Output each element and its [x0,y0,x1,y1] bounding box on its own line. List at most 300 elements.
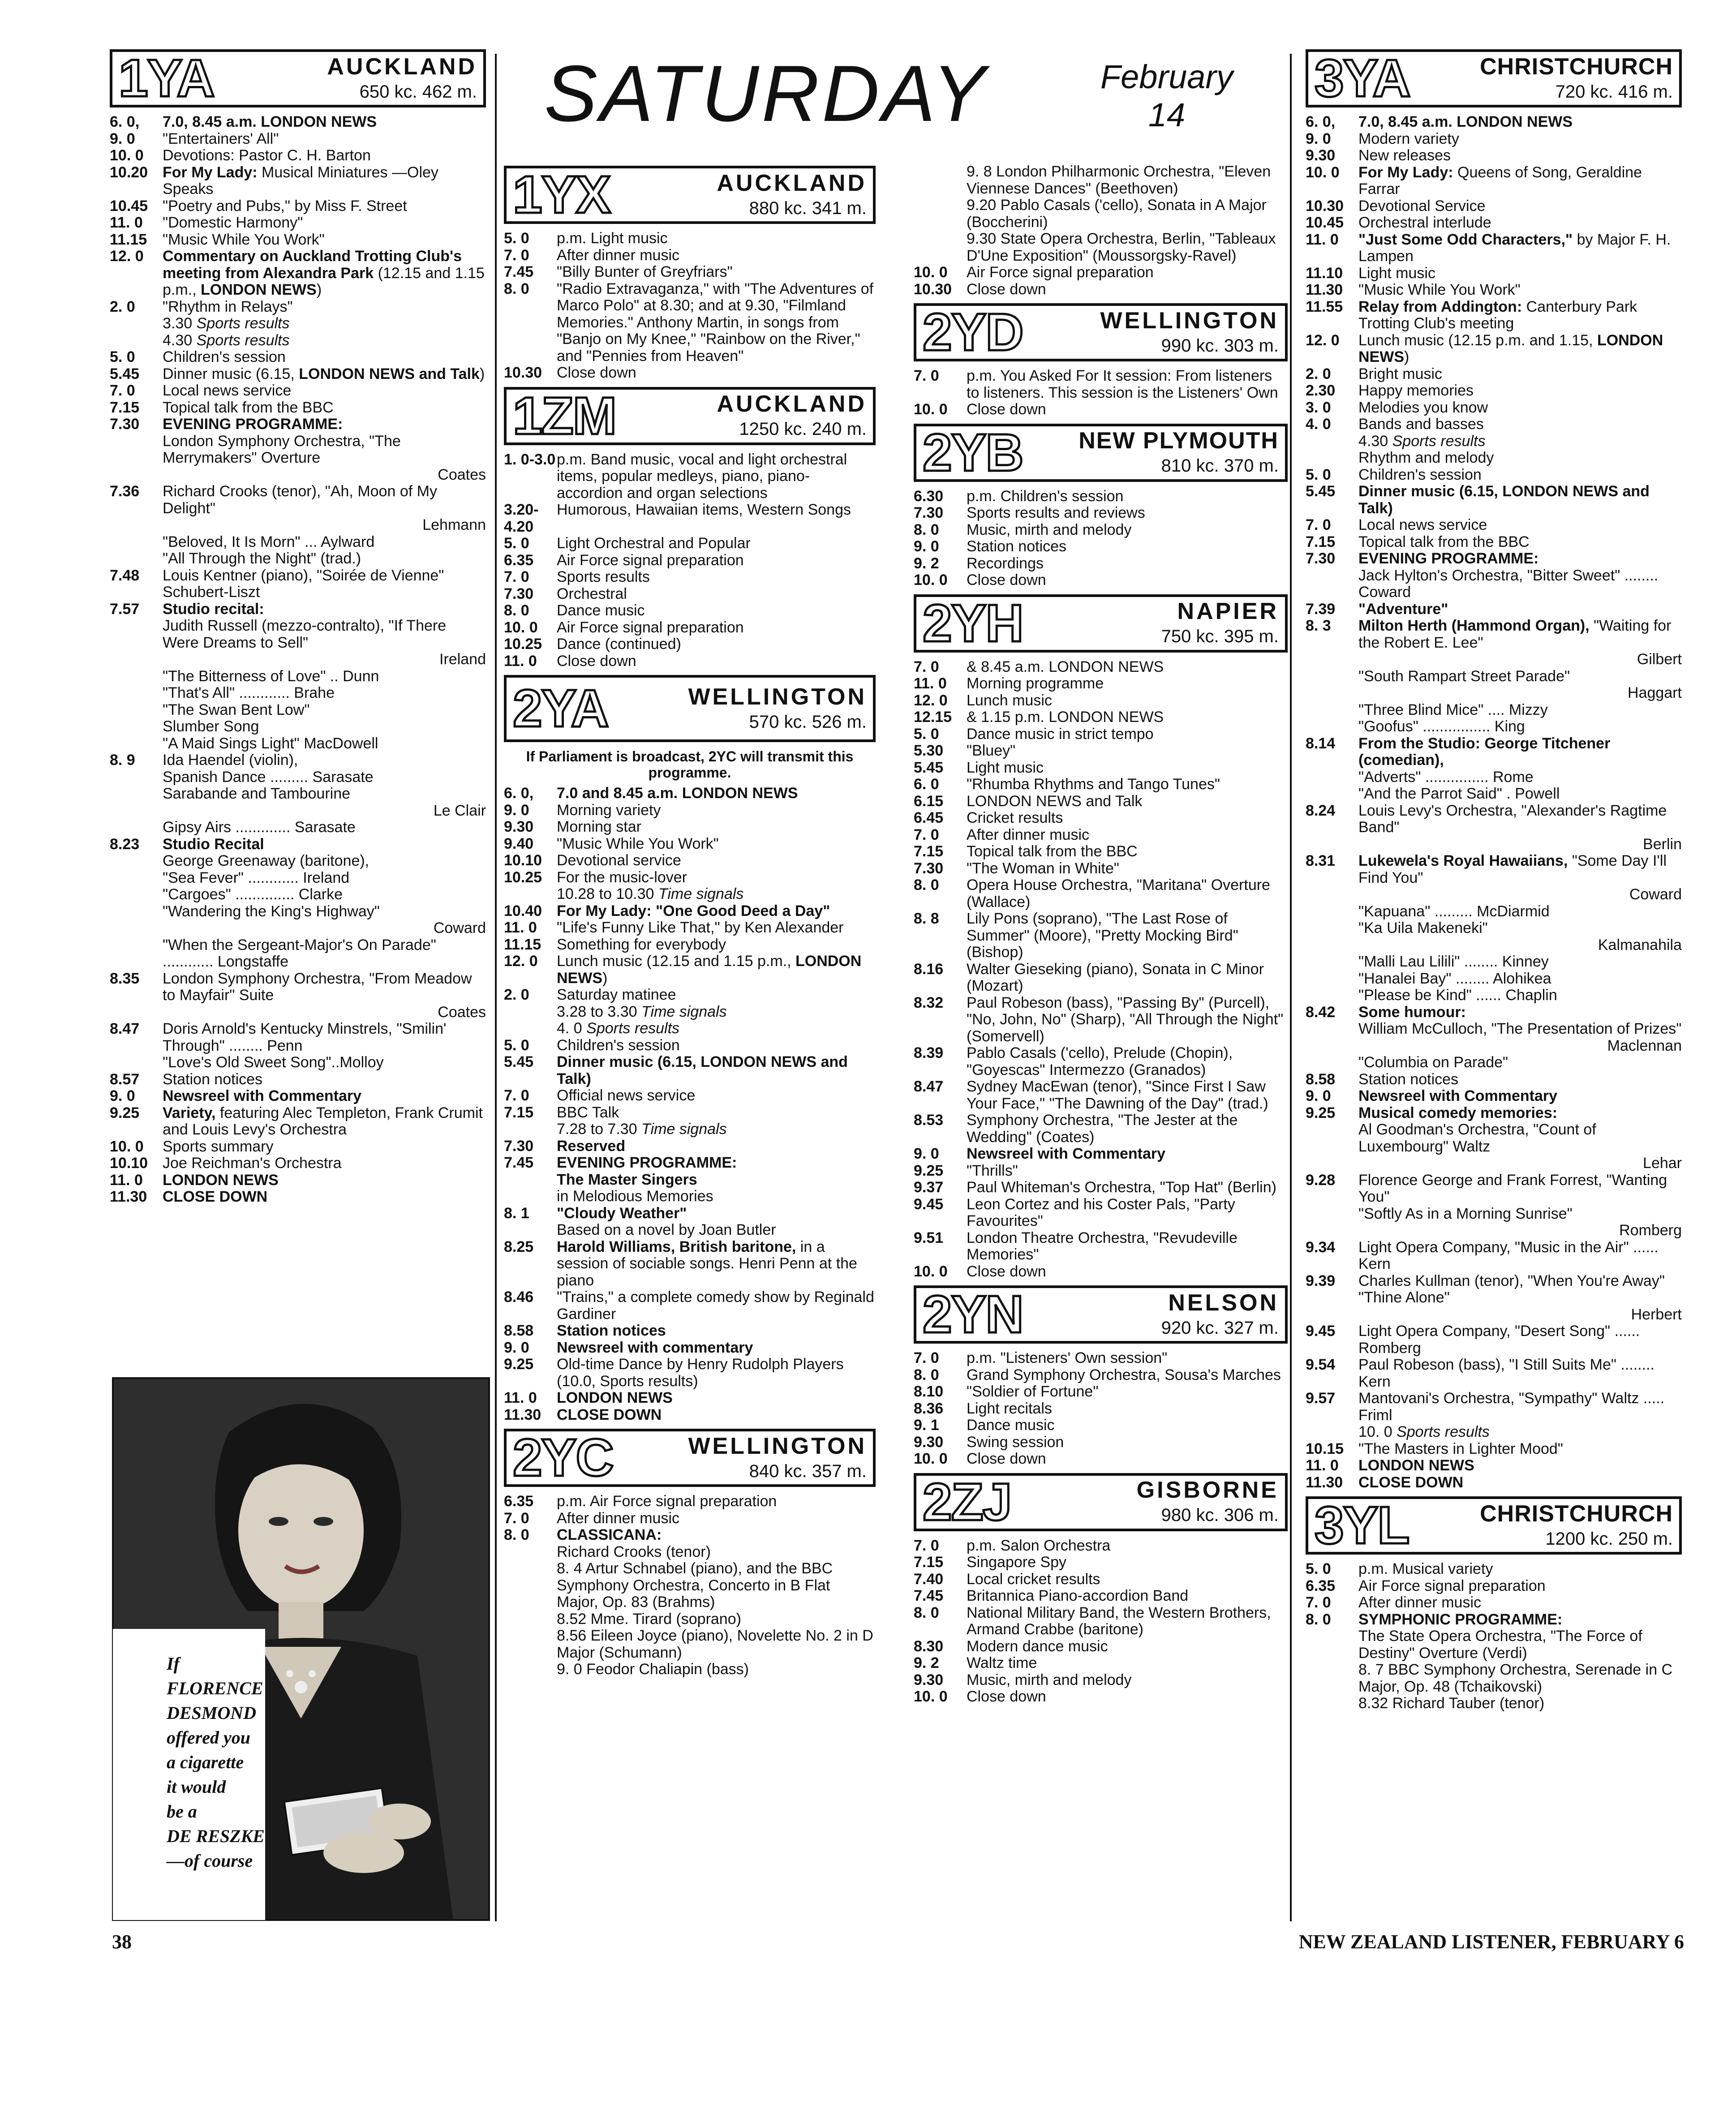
schedule-row [1306,550,1682,567]
schedule-item: Charles Kullman (tenor), "When You're Away" [1358,1272,1665,1289]
schedule-time: 8.35 [110,970,140,987]
schedule-item: Lunch music (12.15 and 1.15 p.m., LONDON NEWS) [557,953,862,987]
schedule-row [504,1544,876,1561]
schedule-row [504,636,876,653]
schedule-item: Lunch music (12.15 p.m. and 1.15, LONDON NEWS) [1358,331,1663,365]
schedule-item: Close down [967,1688,1046,1705]
schedule-item: Close down [967,1263,1046,1280]
schedule-item: 7.0 and 8.45 a.m. LONDON NEWS [557,785,798,802]
schedule-item: & 8.45 a.m. LONDON NEWS [967,658,1164,675]
schedule-time: 3.20-4.20 [504,501,539,535]
schedule-item: CLOSE DOWN [557,1406,662,1423]
schedule-time [1306,886,1358,903]
schedule-time: 7.15 [110,399,140,416]
schedule-item: p.m. Musical variety [1358,1560,1493,1577]
schedule-row [504,852,876,869]
schedule-time: 10.30 [1306,197,1344,215]
schedule-row [914,488,1288,505]
schedule-2yh [914,659,1288,1280]
schedule-item: The State Opera Orchestra, "The Force of Destiny" Overture (Verdi) [1358,1628,1642,1662]
schedule-item: For My Lady: "One Good Deed a Day" [557,902,830,919]
schedule-time: 11. 0 [504,1389,537,1406]
schedule-row [914,1672,1288,1689]
advert-line: a cigarette [167,1752,244,1772]
schedule-item: 10. 0 Sports results [1358,1423,1490,1440]
schedule-time: 5.45 [914,759,944,776]
schedule-time: 5.45 [1306,483,1336,500]
schedule-time [1306,954,1358,971]
schedule-item: "Music While You Work" [557,835,719,852]
schedule-row [914,1263,1288,1280]
schedule-time [110,735,163,752]
schedule-2yn [914,1350,1288,1468]
schedule-row [914,1045,1288,1078]
station-frequency: 720 kc. 416 m. [1555,82,1673,102]
schedule-time: 7. 0 [504,1509,529,1527]
schedule-item: 4.30 Sports results [1358,432,1486,450]
schedule-row [914,1112,1288,1146]
schedule-time: 9.45 [914,1195,944,1213]
schedule-item: The Master Singers [557,1171,697,1188]
schedule-item: "Just Some Odd Characters," by Major F. H. Lampen [1358,231,1671,265]
station-city: CHRISTCHURCH [1480,53,1673,80]
schedule-item: National Military Band, the Western Brothers, Armand Crabbe (baritone) [967,1604,1271,1638]
schedule-item: Leon Cortez and his Coster Pals, "Party Favourites" [967,1195,1235,1229]
schedule-time [1306,1628,1358,1662]
schedule-row [1306,685,1682,702]
schedule-time [1306,769,1358,786]
schedule-row [110,299,486,316]
schedule-item: Saturday matinee [557,986,676,1003]
schedule-item: "Bluey" [967,742,1016,759]
schedule-row [504,1323,876,1340]
schedule-row [110,1088,486,1105]
schedule-time: 9.57 [1306,1390,1336,1407]
schedule-item: Light Opera Company, "Music in the Air" ...... Kern [1358,1238,1659,1272]
schedule-row [914,1146,1288,1163]
schedule-row [504,1510,876,1527]
schedule-row [1306,1561,1682,1578]
schedule-item: "Love's Old Sweet Song"..Molloy [163,1054,384,1071]
schedule-row [110,567,486,601]
schedule-item: 8. 7 BBC Symphony Orchestra, Serenade in C Major, Op. 48 (Tchaikovski) [1358,1661,1673,1695]
station-frequency: 650 kc. 462 m. [359,82,477,102]
schedule-time: 8.31 [1306,852,1336,869]
schedule-row [504,1356,876,1390]
schedule-item: p.m. Salon Orchestra [967,1537,1111,1554]
schedule-time: 9.45 [1306,1323,1336,1340]
schedule-time: 7.30 [504,585,534,602]
schedule-time: 10. 0 [504,619,538,636]
schedule-time: 7. 0 [914,1349,939,1366]
schedule-item: Slumber Song [163,718,259,735]
schedule-item: Station notices [1358,1070,1459,1088]
schedule-row [110,1054,486,1071]
schedule-item: Harold Williams, British baritone, in a session of sociable songs. Henri Penn at the piano [557,1238,857,1289]
schedule-item: Louis Levy's Orchestra, "Alexander's Ragtime Band" [1358,802,1667,836]
schedule-1ya [110,114,486,1206]
schedule-item: Sports results and reviews [967,504,1145,521]
schedule-row [1306,416,1682,433]
station-call-sign: 2ZJ [923,1472,1011,1532]
schedule-row [914,555,1288,572]
schedule-time [1306,1206,1358,1223]
station-header-2ya [504,675,876,742]
schedule-row [110,752,486,769]
schedule-row [1306,1071,1682,1088]
schedule-time [504,1628,557,1661]
schedule-time: 9.25 [1306,1104,1336,1121]
schedule-item: "Thine Alone" [1358,1289,1450,1306]
schedule-row [504,552,876,569]
schedule-item: Paul Whiteman's Orchestra, "Top Hat" (Berlin) [967,1179,1276,1196]
schedule-time: 4. 0 [1306,416,1331,433]
schedule-item: Close down [967,280,1046,298]
schedule-row [504,1172,876,1189]
schedule-item: For My Lady: Queens of Song, Geraldine Farrar [1358,163,1642,198]
schedule-time: 10. 0 [914,401,948,418]
schedule-time: 8.14 [1306,735,1336,752]
schedule-item: "Sea Fever" ............ Ireland [163,869,350,886]
schedule-item: Studio Recital [163,835,264,853]
schedule-time: 10.25 [504,636,542,653]
schedule-time [110,769,163,786]
schedule-row [110,786,486,803]
schedule-row [914,810,1288,827]
schedule-time: 9. 0 [504,801,529,819]
schedule-time: 8.16 [914,960,944,978]
schedule-item: 8.32 Richard Tauber (tenor) [1358,1695,1545,1712]
schedule-time: 11. 0 [1306,1457,1339,1474]
schedule-item: 3.30 Sports results [163,315,290,332]
schedule-row [504,1527,876,1544]
schedule-item: Richard Crooks (tenor), "Ah, Moon of My Delight" [163,483,437,517]
schedule-item: "When the Sergeant-Major's On Parade" ............ Longstaffe [163,936,436,970]
schedule-time: 8.39 [914,1044,944,1061]
schedule-row [1306,1357,1682,1390]
schedule-time [1306,1021,1358,1038]
schedule-time: 9.28 [1306,1171,1336,1189]
schedule-time: 7. 0 [504,568,529,585]
schedule-item: Air Force signal preparation [557,551,744,569]
schedule-item: CLOSE DOWN [163,1188,268,1205]
schedule-item: Close down [967,401,1046,418]
schedule-item: Symphony Orchestra, "The Jester at the Wedding" (Coates) [967,1112,1238,1146]
schedule-row [1306,1662,1682,1695]
schedule-row [914,1230,1288,1263]
schedule-time: 10.20 [110,163,148,181]
schedule-item: Based on a novel by Joan Butler [557,1221,776,1238]
schedule-row [504,653,876,670]
schedule-row [1306,198,1682,215]
station-city: GISBORNE [1136,1477,1279,1503]
station-call-sign: 2YH [923,593,1023,653]
schedule-time [504,1611,557,1628]
schedule-time: 7. 0 [914,367,939,384]
schedule-item: "The Swan Bent Low" [163,701,310,718]
schedule-item: 8.56 Eileen Joyce (piano), Novelette No. 2 in D Major (Schumann) [557,1627,873,1661]
advert-line: it would [167,1777,226,1797]
schedule-time [504,1172,557,1189]
schedule-item: Mantovani's Orchestra, "Sympathy" Waltz ..... Friml [1358,1390,1665,1424]
schedule-item: Light music [1358,264,1435,282]
schedule-2yb [914,488,1288,589]
schedule-row [504,987,876,1004]
schedule-row [1306,1323,1682,1357]
schedule-row [1306,651,1682,668]
schedule-row [504,836,876,853]
schedule-time: 7. 0 [110,382,135,399]
schedule-item: 9. 0 Feodor Chaliapin (bass) [557,1661,749,1678]
schedule-time: 12. 0 [914,692,948,709]
schedule-item: William McCulloch, "The Presentation of Prizes" [1358,1020,1682,1037]
schedule-item: "The Woman in White" [967,859,1119,877]
schedule-item: "Trains," a complete comedy show by Reginald Gardiner [557,1289,874,1323]
schedule-time [1306,567,1358,601]
station-header-1yx [504,166,876,224]
schedule-time [1306,971,1358,988]
schedule-row [914,675,1288,692]
schedule-item: Bands and basses [1358,416,1484,433]
schedule-time: 9.25 [914,1162,944,1179]
schedule-time: 11.30 [110,1188,147,1205]
schedule-row [1306,903,1682,920]
station-city: CHRISTCHURCH [1480,1500,1673,1527]
schedule-2ya [504,785,876,1423]
schedule-item: 9. 8 London Philharmonic Orchestra, "Eleven Viennese Dances" (Beethoven) [967,163,1271,197]
schedule-row [504,1628,876,1661]
schedule-time: 8.23 [110,835,140,853]
schedule-row [914,163,1288,197]
column-1 [110,49,486,1206]
schedule-time: 5. 0 [1306,466,1331,483]
schedule-item: "Thrills" [967,1162,1018,1179]
schedule-item: Orchestral [557,585,627,602]
schedule-row [1306,1306,1682,1323]
schedule-time [1306,651,1358,668]
schedule-item: Modern variety [1358,130,1459,147]
page-number: 38 [112,1931,132,1953]
schedule-item: Children's session [163,348,286,365]
schedule-row [504,502,876,535]
schedule-time: 10. 0 [914,1450,948,1467]
schedule-item: "Goofus" ................ King [1358,718,1525,735]
schedule-row [110,803,486,820]
schedule-item: Paul Robeson (bass), "Passing By" (Purcell), "No, John, No" (Sharp), "All Through the Night" (Somervell) [967,994,1284,1045]
schedule-item: p.m. Light music [557,230,668,247]
schedule-time: 5. 0 [110,348,135,365]
column-2 [504,166,876,1678]
schedule-item: Cricket results [967,809,1063,826]
schedule-time [504,1188,557,1205]
schedule-time [110,315,163,332]
schedule-row [914,1538,1288,1555]
schedule-item: Richard Crooks (tenor) [557,1543,711,1560]
schedule-row [1306,1273,1682,1290]
schedule-time: 7. 0 [914,658,939,675]
schedule-row [110,366,486,383]
schedule-row [1306,1121,1682,1155]
schedule-time: 9. 0 [914,1145,939,1162]
schedule-item: Coates [438,1003,486,1021]
schedule-row [1306,215,1682,232]
schedule-time [1306,1155,1358,1172]
schedule-item: London Symphony Orchestra, "The Merrymakers" Overture [163,432,401,466]
advert-line: If [167,1654,180,1674]
schedule-time: 9.37 [914,1179,944,1196]
schedule-item: Ida Haendel (violin), [163,752,298,769]
schedule-row [914,877,1288,911]
schedule-time: 10. 0 [914,571,948,589]
advert-line: DESMOND [167,1703,257,1723]
schedule-item: Paul Robeson (bass), "I Still Suits Me" ........ Kern [1358,1356,1654,1390]
station-header-1zm [504,387,876,445]
schedule-time: 9.54 [1306,1356,1336,1373]
schedule-time [110,1004,163,1021]
schedule-time: 12.15 [914,709,952,726]
schedule-item: "That's All" ............ Brahe [163,684,335,701]
month-label: February [1100,58,1233,95]
schedule-row [1306,147,1682,164]
schedule-item: Close down [557,364,636,381]
schedule-3ya [1306,114,1682,1491]
schedule-time [1306,718,1358,735]
schedule-row [914,1163,1288,1180]
schedule-row [914,281,1288,298]
schedule-item: Relay from Addington: Canterbury Park Trotting Club's meeting [1358,298,1637,332]
schedule-item: EVENING PROGRAMME: [557,1154,737,1171]
schedule-row [1306,1390,1682,1424]
schedule-time [110,550,163,567]
schedule-row [914,793,1288,810]
schedule-time: 10.40 [504,902,542,919]
schedule-time: 7.30 [110,416,140,433]
schedule-item: "Rhythm in Relays" [163,298,293,315]
schedule-time: 8. 0 [1306,1611,1331,1628]
station-header-2yc [504,1429,876,1487]
schedule-time: 6. 0 [914,776,939,793]
schedule-item: "Hanalei Bay" ........ Alohikea [1358,970,1551,987]
schedule-row [1306,618,1682,651]
schedule-row [1306,366,1682,383]
schedule-2yd [914,368,1288,418]
station-call-sign: 2YC [513,1428,613,1487]
schedule-row [504,819,876,836]
schedule-item: Kalmanahila [1598,936,1682,954]
schedule-time: 11.30 [504,1406,541,1423]
schedule-item: Herbert [1631,1306,1682,1323]
schedule-item: Studio recital: [163,600,264,618]
schedule-item: "Radio Extravaganza," with "The Adventures of Marco Polo" at 8.30; and at 9.30, "Filmland Memories." Anthony Martin, in songs from "Banjo on My Knee," "Rainbow on the River," and "Pennies from Heaven" [557,280,874,365]
schedule-time: 10. 0 [110,1138,144,1155]
schedule-item: & 1.15 p.m. LONDON NEWS [967,709,1164,726]
schedule-row [110,1189,486,1206]
schedule-time: 6.30 [914,487,944,505]
schedule-time: 7.39 [1306,600,1336,618]
schedule-time: 9.40 [504,835,534,852]
schedule-time: 6.35 [1306,1577,1336,1594]
schedule-time [110,433,163,467]
schedule-row [110,702,486,719]
station-call-sign: 1ZM [513,386,616,446]
schedule-time: 9.34 [1306,1238,1336,1256]
station-frequency: 880 kc. 341 m. [749,198,867,218]
schedule-row [110,483,486,517]
schedule-2zj [914,1538,1288,1705]
schedule-row [1306,601,1682,618]
schedule-row [110,147,486,164]
schedule-row [914,911,1288,961]
schedule-time [110,903,163,920]
schedule-time [1306,668,1358,685]
schedule-row [110,1021,486,1054]
schedule-1zm [504,451,876,670]
schedule-item: 4. 0 Sports results [557,1020,680,1037]
schedule-time [110,819,163,836]
station-header-2yn [914,1285,1288,1344]
station-call-sign: 3YL [1315,1496,1409,1555]
schedule-time: 8.36 [914,1400,944,1417]
schedule-item: Haggart [1628,684,1682,701]
schedule-row [914,843,1288,860]
schedule-item: After dinner music [557,246,679,264]
schedule-item: Sydney MacEwan (tenor), "Since First I Saw Your Face," "The Dawning of the Day" (trad.) [967,1078,1268,1112]
schedule-row [110,1071,486,1088]
schedule-row [110,114,486,131]
schedule-row [1306,164,1682,198]
schedule-2yc [504,1493,876,1678]
advert-line: FLORENCE [167,1678,263,1698]
schedule-row [914,401,1288,418]
schedule-item: "And the Parrot Said" . Powell [1358,785,1560,802]
schedule-row [110,735,486,752]
schedule-row [110,769,486,786]
schedule-row [504,602,876,619]
schedule-row [110,971,486,1004]
schedule-row [1306,668,1682,685]
schedule-time: 9. 0 [504,1339,529,1356]
schedule-time: 11.30 [1306,1474,1343,1491]
schedule-item: Newsreel with Commentary [1358,1087,1558,1104]
schedule-item: Light music [967,759,1044,776]
schedule-time: 5. 0 [504,1036,529,1054]
schedule-time: 8. 0 [504,602,529,619]
schedule-row [504,1560,876,1611]
station-header-2yb [914,424,1288,482]
schedule-row [110,534,486,551]
station-call-sign: 1YA [119,49,214,108]
schedule-time: 9. 2 [914,554,939,572]
schedule-item: Reserved [557,1137,626,1155]
schedule-item: Joe Reichman's Orchestra [163,1155,342,1172]
schedule-row [1306,1172,1682,1206]
station-call-sign: 3YA [1315,49,1410,108]
schedule-time [110,467,163,484]
schedule-row [110,198,486,215]
schedule-row [110,349,486,366]
schedule-item: Louis Kentner (piano), "Soirée de Vienne" Schubert-Liszt [163,567,444,601]
schedule-row [1306,987,1682,1004]
schedule-row [1306,1038,1682,1055]
schedule-item: "Adverts" ............... Rome [1358,768,1534,786]
schedule-time [110,1054,163,1071]
schedule-item: New releases [1358,147,1451,164]
schedule-row [1306,299,1682,332]
schedule-row [914,1554,1288,1571]
schedule-item: "Cloudy Weather" [557,1204,687,1222]
schedule-item: p.m. Band music, vocal and light orchestral items, popular medleys, piano, piano-accordion and organ selections [557,451,847,502]
schedule-time: 10.10 [110,1155,148,1172]
